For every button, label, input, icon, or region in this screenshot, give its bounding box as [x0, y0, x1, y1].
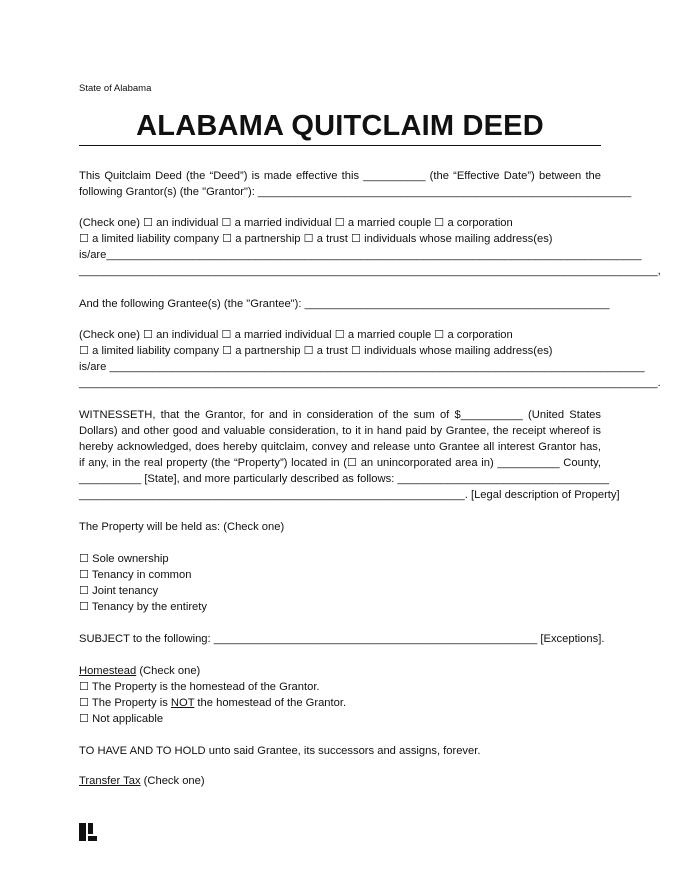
grantor-check-line-2: ☐ a limited liability company ☐ a partnership ☐ a trust ☐ individuals whose mailing address(es)	[79, 233, 553, 245]
habendum-line: TO HAVE AND TO HOLD unto said Grantee, its successors and assigns, forever.	[79, 745, 481, 757]
option-joint-tenancy: ☐ Joint tenancy	[79, 585, 159, 597]
title-divider	[79, 145, 601, 146]
homestead-check-one: (Check one)	[136, 665, 201, 677]
transfer-tax-check-one: (Check one)	[140, 775, 205, 787]
grantee-check-line-2: ☐ a limited liability company ☐ a partnership ☐ a trust ☐ individuals whose mailing address(es)	[79, 345, 553, 357]
option-tenancy-in-common: ☐ Tenancy in common	[79, 569, 192, 581]
witness-line-2: Dollars) and other good and valuable consideration, to it in hand paid by Grantee, the receipt whereof is	[79, 425, 601, 437]
option-sole-ownership: ☐ Sole ownership	[79, 553, 169, 565]
transfer-tax-heading: Transfer Tax	[79, 775, 141, 787]
witness-line-6: ______________________________________________________________. [Legal description of Property]	[79, 489, 620, 501]
document-title: ALABAMA QUITCLAIM DEED	[136, 110, 544, 142]
homestead-heading-line	[79, 664, 601, 678]
intro-line-1: This Quitclaim Deed (the “Deed”) is made effective this __________ (the “Effective Date”) between the	[79, 170, 601, 182]
grantee-address-line-2: _____________________________________________________________________________________________.	[79, 377, 661, 389]
transfer-tax-heading-line	[79, 774, 601, 788]
homestead-option-2	[79, 696, 601, 710]
subject-line: SUBJECT to the following: ____________________________________________________ [Exceptions].	[79, 633, 605, 645]
witness-line-5: __________ [State], and more particularly described as follows: __________________________________	[79, 473, 609, 485]
witness-line-4: if any, in the real property (the “Property”) located in (☐ an unincorporated area in) __________ County,	[79, 457, 601, 469]
homestead-option-3: ☐ Not applicable	[79, 713, 164, 725]
held-as-line: The Property will be held as: (Check one)	[79, 521, 285, 533]
homestead-option-2-not: NOT	[170, 697, 195, 709]
grantee-address-line-1: is/are ______________________________________________________________________________________	[79, 361, 645, 373]
grantee-intro-line: And the following Grantee(s) (the "Grantee"): _________________________________________________	[79, 298, 610, 310]
witness-line-1: WITNESSETH, that the Grantor, for and in consideration of the sum of $__________ (United States	[79, 409, 601, 421]
homestead-option-2-pre: ☐ The Property is	[79, 697, 171, 709]
intro-line-2: following Grantor(s) (the "Grantor"): ____________________________________________________________	[79, 186, 632, 198]
grantor-address-line-1: is/are______________________________________________________________________________________	[79, 249, 642, 261]
homestead-option-1: ☐ The Property is the homestead of the Grantor.	[79, 681, 320, 693]
state-label: State of Alabama	[79, 83, 152, 94]
option-tenancy-by-entirety: ☐ Tenancy by the entirety	[79, 601, 207, 613]
grantor-address-line-2: _____________________________________________________________________________________________,	[79, 265, 661, 277]
homestead-option-2-post: the homestead of the Grantor.	[194, 697, 347, 709]
witness-line-3: hereby acknowledged, does hereby quitclaim, convey and release unto Grantee all interest Grantor has,	[79, 441, 601, 453]
grantor-check-line-1: (Check one) ☐ an individual ☐ a married individual ☐ a married couple ☐ a corporation	[79, 217, 513, 229]
homestead-heading: Homestead	[79, 665, 137, 677]
legal-templates-logo-icon	[79, 823, 97, 841]
grantee-check-line-1: (Check one) ☐ an individual ☐ a married individual ☐ a married couple ☐ a corporation	[79, 329, 513, 341]
